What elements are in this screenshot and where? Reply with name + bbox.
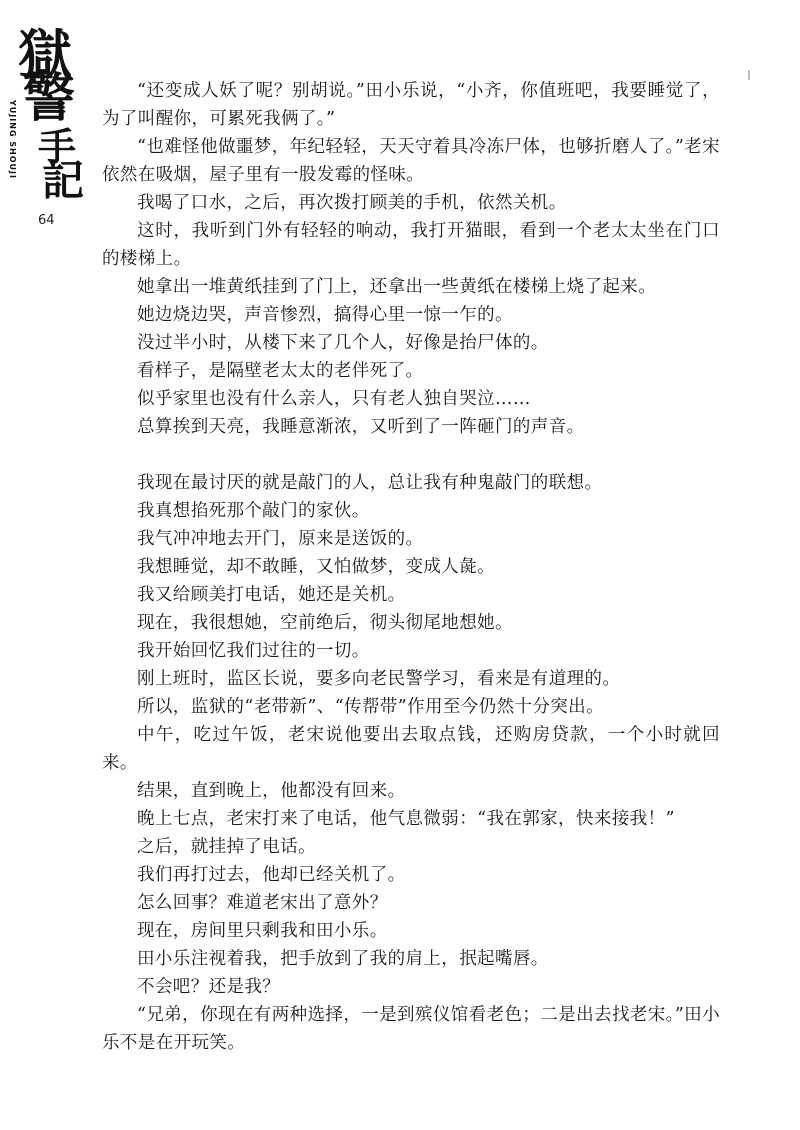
book-title-logo [8,23,90,205]
paragraph: 我喝了口水，之后，再次拨打顾美的手机，依然关机。 [137,193,567,213]
logo-char-2: 警 [22,68,73,129]
paragraph: 我又给顾美打电话，她还是关机。 [137,585,406,605]
paragraph: 她拿出一堆黄纸挂到了门上，还拿出一些黄纸在楼梯上烧了起来。 [137,277,657,297]
margin-mark [748,70,750,80]
paragraph: 似乎家里也没有什么亲人，只有老人独自哭泣…… [137,389,531,409]
paragraph: 晚上七点，老宋打来了电话，他气息微弱：“我在郭家，快来接我！” [137,809,675,829]
logo-char-3: 手 [37,124,74,169]
paragraph: 我气冲冲地去开门，原来是送饭的。 [137,529,424,549]
paragraph: 现在，房间里只剩我和田小乐。 [137,921,388,941]
paragraph: 所以，监狱的“老带新”、“传帮带”作用至今仍然十分突出。 [137,697,604,717]
paragraph: 我开始回忆我们过往的一切。 [137,641,370,661]
paragraph: 看样子，是隔壁老太太的老伴死了。 [137,361,424,381]
paragraph: 这时，我听到门外有轻轻的响动，我打开猫眼，看到一个老太太坐在门口的楼梯上。 [102,221,720,269]
paragraph: 之后，就挂掉了电话。 [137,837,316,857]
paragraph: 刚上班时，监区长说，要多向老民警学习，看来是有道理的。 [137,669,621,689]
paragraph: 田小乐注视着我，把手放到了我的肩上，抿起嘴唇。 [137,949,549,969]
logo-char-4: 記 [41,156,82,205]
body-text [102,77,720,1057]
paragraph: 她边烧边哭，声音惨烈，搞得心里一惊一乍的。 [137,305,513,325]
paragraph: 不会吧？还是我？ [137,977,281,997]
paragraph: 结果，直到晚上，他都没有回来。 [137,781,406,801]
paragraph: 现在，我很想她，空前绝后，彻头彻尾地想她。 [137,613,513,633]
paragraph: 中午，吃过午饭，老宋说他要出去取点钱，还购房贷款，一个小时就回来。 [102,725,720,773]
section-break [102,441,720,469]
paragraph: 没过半小时，从楼下来了几个人，好像是抬尸体的。 [137,333,549,353]
paragraph: 总算挨到天亮，我睡意渐浓，又听到了一阵砸门的声音。 [137,417,585,437]
paragraph: “还变成人妖了呢？别胡说。”田小乐说，“小齐，你值班吧，我要睡觉了，为了叫醒你，可累死我俩了。” [102,81,720,129]
logo-romanization: YUJING SHOUJI [8,100,17,179]
paragraph: 我想睡觉，却不敢睡，又怕做梦，变成人彘。 [137,557,495,577]
paragraph: 我们再打过去，他却已经关机了。 [137,865,406,885]
paragraph: 我真想掐死那个敲门的家伙。 [137,501,370,521]
page-number: 64 [38,213,55,228]
paragraph: 我现在最讨厌的就是敲门的人，总让我有种鬼敲门的联想。 [137,473,603,493]
paragraph: 怎么回事？难道老宋出了意外？ [137,893,388,913]
logo-char-1: 獄 [18,23,70,87]
paragraph: “兄弟，你现在有两种选择，一是到殡仪馆看老色；二是出去找老宋。”田小乐不是在开玩笑。 [102,1005,720,1053]
paragraph: “也难怪他做噩梦，年纪轻轻，天天守着具冷冻尸体，也够折磨人了。”老宋依然在吸烟，屋子里有一股发霉的怪味。 [102,137,720,185]
